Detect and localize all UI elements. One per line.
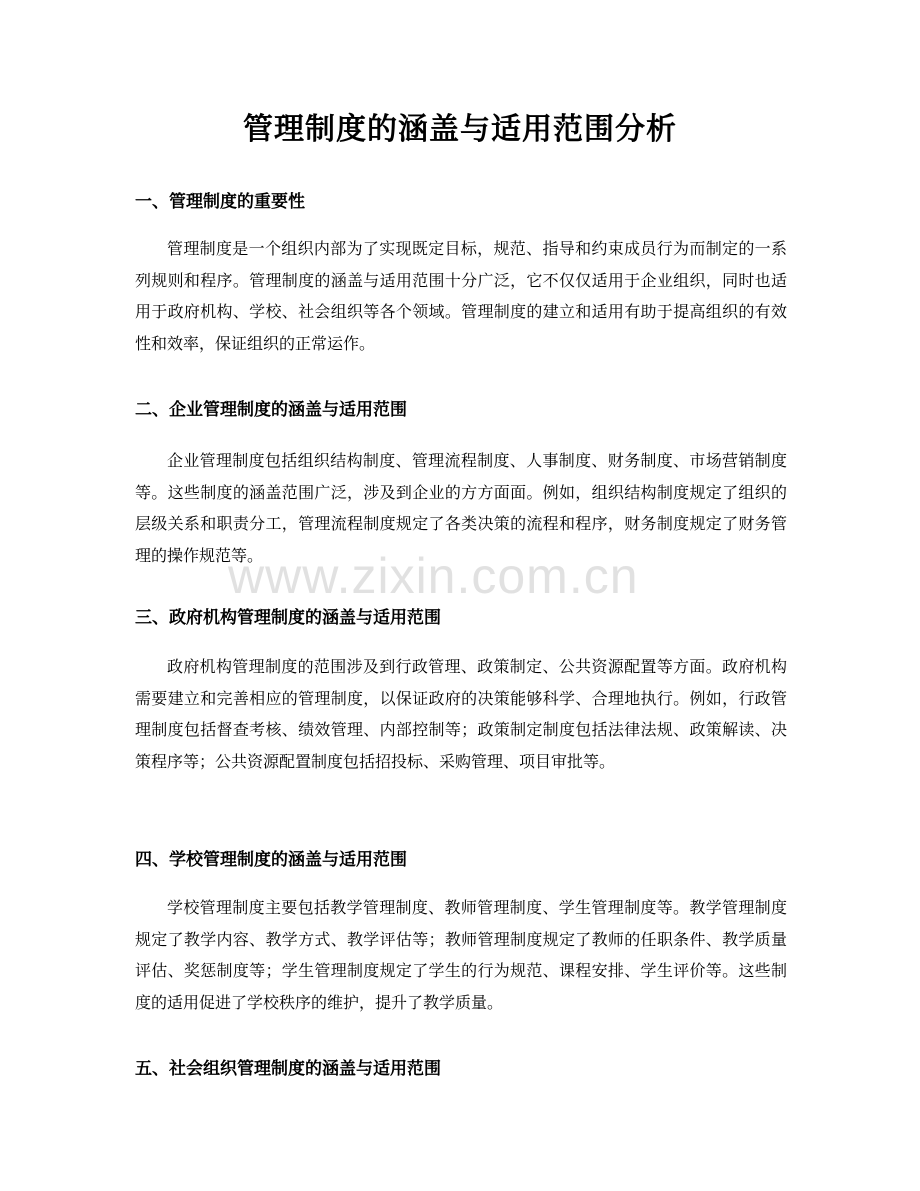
section-heading-5: 五、社会组织管理制度的涵盖与适用范围 bbox=[135, 1059, 441, 1079]
section-paragraph-3: 政府机构管理制度的范围涉及到行政管理、政策制定、公共资源配置等方面。政府机构需要建立和完善相应的管理制度，以保证政府的决策能够科学、合理地执行。例如，行政管理制度包括督查考核、绩效管理、内部控制等；政策制定制度包括法律法规、政策解读、决策程序等；公共资源配置制度包括招投标、采购管理、项目审批等。 bbox=[135, 657, 787, 771]
section-paragraph-1: 管理制度是一个组织内部为了实现既定目标，规范、指导和约束成员行为而制定的一系列规则和程序。管理制度的涵盖与适用范围十分广泛，它不仅仅适用于企业组织，同时也适用于政府机构、学校、社会组织等各个领域。管理制度的建立和适用有助于提高组织的有效性和效率，保证组织的正常运作。 bbox=[135, 239, 787, 353]
section-heading-1: 一、管理制度的重要性 bbox=[135, 192, 305, 212]
section-heading-3: 三、政府机构管理制度的涵盖与适用范围 bbox=[135, 608, 441, 628]
watermark: www.zixin.com.cn bbox=[228, 548, 639, 604]
document-title: 管理制度的涵盖与适用范围分析 bbox=[243, 112, 677, 147]
section-heading-2: 二、企业管理制度的涵盖与适用范围 bbox=[135, 400, 407, 420]
section-paragraph-4: 学校管理制度主要包括教学管理制度、教师管理制度、学生管理制度等。教学管理制度规定了教学内容、教学方式、教学评估等；教师管理制度规定了教师的任职条件、教学质量评估、奖惩制度等；学生管理制度规定了学生的行为规范、课程安排、学生评价等。这些制度的适用促进了学校秩序的维护，提升了教学质量。 bbox=[135, 898, 787, 1012]
section-heading-4: 四、学校管理制度的涵盖与适用范围 bbox=[135, 850, 407, 870]
section-paragraph-2: 企业管理制度包括组织结构制度、管理流程制度、人事制度、财务制度、市场营销制度等。这些制度的涵盖范围广泛，涉及到企业的方方面面。例如，组织结构制度规定了组织的层级关系和职责分工，管理流程制度规定了各类决策的流程和程序，财务制度规定了财务管理的操作规范等。 bbox=[135, 451, 787, 565]
